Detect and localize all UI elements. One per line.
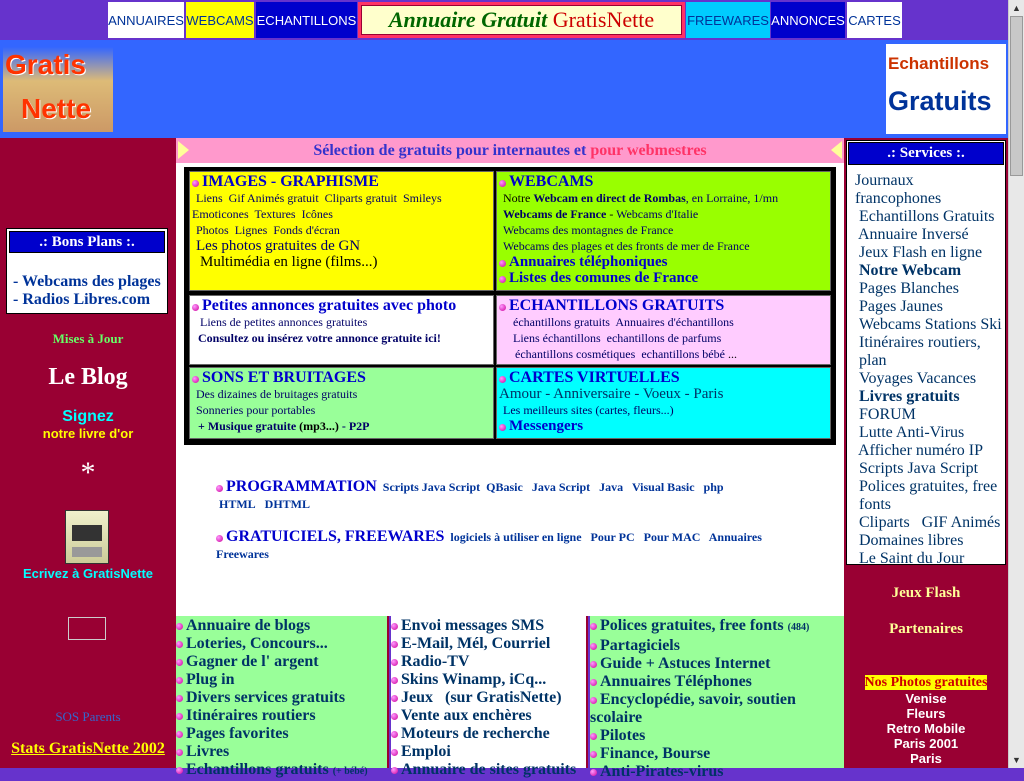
prog-link-4[interactable]: Visual Basic: [631, 480, 695, 494]
bottom3-item-7[interactable]: Anti-Pirates-virus: [600, 763, 724, 780]
bottom3-item-2[interactable]: Guide + Astuces Internet: [600, 655, 771, 672]
sons-sonneries-link[interactable]: Sonneries pour portables: [196, 403, 316, 417]
ech-link-3[interactable]: Liens échantillons: [513, 331, 601, 345]
bullet-icon: [590, 623, 597, 630]
bons-plans-title: .: Bons Plans :.: [9, 231, 165, 253]
bottom2-item-7[interactable]: Emploi: [401, 743, 451, 760]
prog-link-0[interactable]: Scripts Java Script: [382, 480, 481, 494]
nav-cartes[interactable]: CARTES: [847, 2, 902, 38]
photo-retro-link[interactable]: Retro Mobile: [886, 721, 966, 736]
bullet-icon: [176, 641, 183, 648]
bullet-icon: [499, 424, 506, 431]
service-item-0[interactable]: Journaux francophones: [855, 172, 942, 207]
service-item-18[interactable]: Domaines libres: [859, 532, 964, 549]
images-link-7[interactable]: Photos: [196, 223, 229, 237]
nav-annonces[interactable]: ANNONCES: [771, 2, 845, 38]
service-item-14[interactable]: Scripts Java Script: [859, 460, 979, 477]
services-title: .: Services :.: [848, 142, 1004, 165]
bottom3-item-3[interactable]: Annuaires Téléphones: [600, 673, 752, 690]
prog-link-6[interactable]: HTML: [219, 497, 256, 511]
photo-venise-link[interactable]: Venise: [905, 691, 947, 706]
webcams-france-link[interactable]: Webcams de France: [503, 207, 607, 221]
bullet-icon: [391, 677, 398, 684]
images-link-4[interactable]: Emoticones: [192, 207, 249, 221]
programmation-section: [216, 478, 816, 513]
bottom1-item-0[interactable]: Annuaire de blogs: [186, 617, 311, 634]
service-item-8[interactable]: Itinéraires routiers, plan: [859, 334, 981, 369]
annonces-liens-link[interactable]: Liens de petites annonces gratuites: [200, 315, 368, 329]
gratisnette-logo[interactable]: [3, 47, 113, 132]
bullet-icon: [499, 376, 506, 383]
header-band: [0, 40, 1008, 138]
bottom1-item-6[interactable]: Pages favorites: [186, 725, 289, 742]
webcams-plages-link[interactable]: - Webcams des plages: [13, 273, 161, 290]
annonces-consultez[interactable]: Consultez ou insérez votre annonce gratuite ici!: [198, 331, 441, 345]
selection-text: Sélection de gratuits pour internautes et: [313, 142, 587, 159]
cell-sons: [189, 367, 494, 439]
prog-link-1[interactable]: QBasic: [486, 480, 523, 494]
site-title[interactable]: [358, 2, 685, 38]
bullet-icon: [216, 535, 223, 542]
bottom-col-1: [176, 616, 389, 778]
bullet-icon: [391, 713, 398, 720]
service-item-4[interactable]: Notre Webcam: [859, 262, 962, 279]
images-title[interactable]: IMAGES - GRAPHISME: [202, 173, 379, 190]
rombas-webcam-bold: Webcam en direct de Rombas: [533, 191, 686, 205]
partenaires-link[interactable]: Partenaires: [889, 621, 963, 637]
stats-link[interactable]: Stats GratisNette 2002: [11, 740, 165, 757]
bullet-icon: [176, 731, 183, 738]
echantillons-title[interactable]: ECHANTILLONS GRATUITS: [509, 297, 725, 314]
bullet-icon: [590, 751, 597, 758]
service-item-12[interactable]: Lutte Anti-Virus: [859, 424, 965, 441]
cell-webcams: WEBCAMS Notre Webcam en direct de Rombas, en Lorraine, 1/mn Webcams de France - Webcams d'Italie Webcams des montagnes de France Webcams des plages et des fronts de mer de France Annuaires téléphoniques Listes des comunes de France: [496, 171, 831, 291]
bottom1-item-3[interactable]: Plug in: [186, 671, 235, 688]
images-link-8[interactable]: Lignes: [234, 223, 268, 237]
ech-more: ...: [727, 347, 737, 361]
grat-link-2[interactable]: Pour MAC: [643, 530, 701, 544]
bottom-col-2: [391, 616, 588, 778]
logo-line2: Nette: [21, 93, 92, 124]
triangle-right-icon: [831, 141, 842, 159]
ech-link-5[interactable]: échantillons cosmétiques: [515, 347, 636, 361]
right-column: [844, 138, 1008, 768]
service-item-3[interactable]: Jeux Flash en ligne: [859, 244, 983, 261]
service-item-9[interactable]: Voyages Vacances: [859, 370, 977, 387]
webcams-italie-link[interactable]: Webcams d'Italie: [616, 207, 699, 221]
services-box: [846, 140, 1006, 565]
bottom2-item-5[interactable]: Vente aux enchères: [401, 707, 532, 724]
bottom3-item-1[interactable]: Partagiciels: [600, 637, 680, 654]
service-item-16[interactable]: Cliparts: [859, 514, 910, 531]
cell-images: [189, 171, 494, 291]
scroll-up-arrow-icon[interactable]: ▲: [1012, 3, 1021, 13]
service-item-13[interactable]: Afficher numéro IP: [858, 442, 983, 459]
prog-link-5[interactable]: php: [703, 480, 724, 494]
bottom2-item-1[interactable]: E-Mail, Mél, Courriel: [401, 635, 551, 652]
jeux-flash-link[interactable]: Jeux Flash: [891, 585, 961, 601]
bullet-icon: [176, 713, 183, 720]
grat-link-3[interactable]: Annuaires: [708, 530, 762, 544]
bullet-icon: [176, 749, 183, 756]
site-title-b: GratisNette: [552, 7, 655, 32]
service-item-11[interactable]: FORUM: [859, 406, 916, 423]
bottom2-item-6[interactable]: Moteurs de recherche: [401, 725, 550, 742]
bullet-icon: [391, 749, 398, 756]
nav-freewares[interactable]: FREEWARES: [686, 2, 770, 38]
logo-right-line1: Echantillons: [888, 54, 990, 73]
service-item-5[interactable]: Pages Blanches: [859, 280, 959, 297]
photos-gratuites-label: Nos Photos gratuites: [864, 675, 988, 690]
sos-parents-link[interactable]: SOS Parents: [55, 709, 121, 724]
logo-right-line2: Gratuits: [888, 86, 992, 116]
bullet-icon: [590, 697, 597, 704]
left-column: [0, 138, 176, 768]
star-glyph: *: [80, 456, 96, 489]
multimedia-text[interactable]: Multimédia en ligne (films...): [200, 254, 378, 270]
bullet-icon: [590, 661, 597, 668]
musique-gratuite-link[interactable]: + Musique gratuite: [198, 419, 297, 433]
images-link-1[interactable]: Gif Animés gratuit: [228, 191, 319, 205]
images-link-3[interactable]: Smileys: [403, 191, 442, 205]
gratuits-grid: [184, 167, 836, 445]
annonces-title[interactable]: Petites annonces gratuites avec photo: [202, 297, 457, 314]
broken-image[interactable]: [68, 617, 106, 640]
selection-banner: [176, 138, 844, 163]
blog-link[interactable]: Le Blog: [48, 364, 128, 390]
bullet-icon: [590, 769, 597, 776]
images-link-0[interactable]: Liens: [196, 191, 223, 205]
bullet-icon: [391, 731, 398, 738]
cell-cartes: [496, 367, 831, 439]
scroll-thumb[interactable]: [1010, 16, 1023, 176]
bottom1-note: (+ bébé): [332, 766, 368, 777]
bullet-icon: [499, 260, 506, 267]
service-item-17[interactable]: GIF Animés: [921, 514, 1001, 531]
service-item-6[interactable]: Pages Jaunes: [859, 298, 943, 315]
bottom1-item-1[interactable]: Loteries, Concours...: [186, 635, 328, 652]
mp3-text: (mp3...): [299, 419, 339, 433]
photo-paris2001-link[interactable]: Paris 2001: [893, 736, 959, 751]
webcams-title[interactable]: WEBCAMS: [509, 173, 594, 190]
photo-paris-link[interactable]: Paris: [910, 751, 942, 766]
images-link-5[interactable]: Textures: [254, 207, 296, 221]
bottom1-item-7[interactable]: Livres: [186, 743, 230, 760]
images-link-9[interactable]: Fonds d'écran: [273, 223, 340, 237]
bullet-icon: [176, 695, 183, 702]
bullet-icon: [391, 641, 398, 648]
sons-bruitages-link[interactable]: Des dizaines de bruitages gratuits: [196, 387, 358, 401]
bottom2-jeux-note[interactable]: (sur GratisNette): [445, 689, 562, 706]
livre-or-link[interactable]: notre livre d'or: [42, 426, 134, 441]
prog-link-3[interactable]: Java: [599, 480, 624, 494]
p2p-link[interactable]: - P2P: [341, 419, 370, 433]
bullet-icon: [499, 304, 506, 311]
echantillons-logo[interactable]: [886, 44, 1006, 134]
bullet-icon: [176, 623, 183, 630]
bullet-icon: [499, 180, 506, 187]
bottom2-item-0[interactable]: Envoi messages SMS: [401, 617, 545, 634]
grat-link-4[interactable]: Freewares: [216, 547, 269, 561]
cell-echantillons: [496, 295, 831, 365]
nav-echantillons[interactable]: ECHANTILLONS: [256, 2, 357, 38]
bullet-icon: [176, 677, 183, 684]
triangle-left-icon: [178, 141, 189, 159]
notre-text: Notre: [503, 191, 531, 205]
bullet-icon: [192, 376, 199, 383]
bottom1-item-5[interactable]: Itinéraires routiers: [186, 707, 316, 724]
bullet-icon: [590, 679, 597, 686]
bottom3-item-4[interactable]: Encyclopédie, savoir, soutien scolaire: [590, 691, 796, 726]
cartes-meilleurs-link[interactable]: Les meilleurs sites (cartes, fleurs...): [503, 403, 674, 417]
images-link-2[interactable]: Cliparts gratuit: [324, 191, 397, 205]
service-item-15[interactable]: Polices gratuites, free fonts: [859, 478, 998, 513]
bons-plans-box: [6, 228, 168, 314]
photos-gn-link[interactable]: Les photos gratuites de GN: [196, 238, 361, 254]
communes-link[interactable]: Listes des comunes de France: [509, 270, 699, 286]
ech-link-4[interactable]: echantillons de parfums: [606, 331, 722, 345]
bottom1-item-8[interactable]: Echantillons gratuits: [186, 761, 329, 778]
gratuiciels-title[interactable]: GRATUICIELS, FREEWARES: [226, 528, 445, 545]
scroll-down-arrow-icon[interactable]: ▼: [1012, 755, 1021, 765]
photos-gratuites-link[interactable]: [844, 673, 1008, 691]
selection-webmestres[interactable]: pour webmestres: [590, 142, 707, 159]
cartes-sub: Amour - Anniversaire - Voeux - Paris: [499, 386, 724, 402]
service-item-1[interactable]: Echantillons Gratuits: [859, 208, 995, 225]
nav-webcams[interactable]: WEBCAMS: [186, 2, 254, 38]
service-item-7[interactable]: Webcams Stations Ski: [859, 316, 1002, 333]
site-title-a: Annuaire Gratuit: [388, 7, 548, 32]
photo-fleurs-link[interactable]: Fleurs: [906, 706, 946, 721]
bottom3-item-6[interactable]: Finance, Bourse: [600, 745, 711, 762]
mailbox-icon[interactable]: [65, 510, 109, 564]
prog-link-2[interactable]: Java Script: [531, 480, 591, 494]
ech-link-2[interactable]: Annuaires d'échantillons: [615, 315, 734, 329]
bottom3-item-0[interactable]: Polices gratuites, free fonts: [600, 617, 784, 634]
gratuiciels-section: [216, 528, 816, 563]
radios-libres-link[interactable]: - Radios Libres.com: [13, 291, 151, 308]
bullet-icon: [391, 659, 398, 666]
rombas-rest: , en Lorraine, 1/mn: [685, 191, 779, 205]
vertical-scrollbar[interactable]: [1008, 0, 1024, 768]
logo-line1: Gratis: [5, 49, 86, 80]
cell-annonces: [189, 295, 494, 365]
bullet-icon: [176, 659, 183, 666]
bottom1-item-2[interactable]: Gagner de l' argent: [186, 653, 319, 670]
main-content: [176, 138, 844, 616]
grat-link-0[interactable]: logiciels à utiliser en ligne: [450, 530, 582, 544]
bullet-icon: [391, 695, 398, 702]
prog-link-7[interactable]: DHTML: [264, 497, 311, 511]
service-item-10[interactable]: Livres gratuits: [859, 388, 960, 405]
bottom2-item-4[interactable]: Jeux: [401, 689, 433, 706]
bottom2-item-8[interactable]: Annuaire de sites gratuits: [401, 761, 577, 778]
nav-annuaires[interactable]: ANNUAIRES: [108, 2, 184, 38]
bottom3-item-5[interactable]: Pilotes: [600, 727, 646, 744]
bottom3-polices-note: (484): [787, 622, 810, 633]
bullet-icon: [192, 304, 199, 311]
rombas-webcam-link[interactable]: [533, 191, 778, 205]
grat-link-1[interactable]: Pour PC: [590, 530, 635, 544]
bullet-icon: [391, 623, 398, 630]
cartes-title[interactable]: CARTES VIRTUELLES: [509, 369, 680, 386]
webcams-montagnes-link[interactable]: Webcams des montagnes de France: [503, 223, 674, 237]
sons-title[interactable]: SONS ET BRUITAGES: [202, 369, 366, 386]
ecrivez-link[interactable]: Ecrivez à GratisNette: [22, 566, 154, 581]
bullet-icon: [192, 180, 199, 187]
service-item-2[interactable]: Annuaire Inversé: [858, 226, 969, 243]
service-item-19[interactable]: Le Saint du Jour: [859, 550, 965, 567]
ech-link-6[interactable]: echantillons bébé: [641, 347, 725, 361]
bullet-icon: [590, 733, 597, 740]
bullet-icon: [216, 485, 223, 492]
bullet-icon: [391, 767, 398, 774]
signez-link[interactable]: Signez: [62, 408, 114, 425]
programmation-title[interactable]: PROGRAMMATION: [226, 478, 377, 495]
annuaires-tel-link[interactable]: Annuaires téléphoniques: [509, 254, 668, 270]
bottom2-item-3[interactable]: Skins Winamp, iCq...: [401, 671, 547, 688]
bullet-icon: [499, 276, 506, 283]
mises-a-jour[interactable]: Mises à Jour: [52, 331, 124, 346]
webcams-plages-link[interactable]: Webcams des plages et des fronts de mer de France: [503, 239, 750, 253]
ech-link-1[interactable]: échantillons gratuits: [513, 315, 610, 329]
bottom1-item-4[interactable]: Divers services gratuits: [186, 689, 346, 706]
bullet-icon: [176, 767, 183, 774]
bullet-icon: [590, 643, 597, 650]
messengers-link[interactable]: Messengers: [509, 418, 584, 434]
bottom2-item-2[interactable]: Radio-TV: [401, 653, 470, 670]
bottom-col-3: [590, 616, 844, 780]
images-link-6[interactable]: Icônes: [301, 207, 333, 221]
